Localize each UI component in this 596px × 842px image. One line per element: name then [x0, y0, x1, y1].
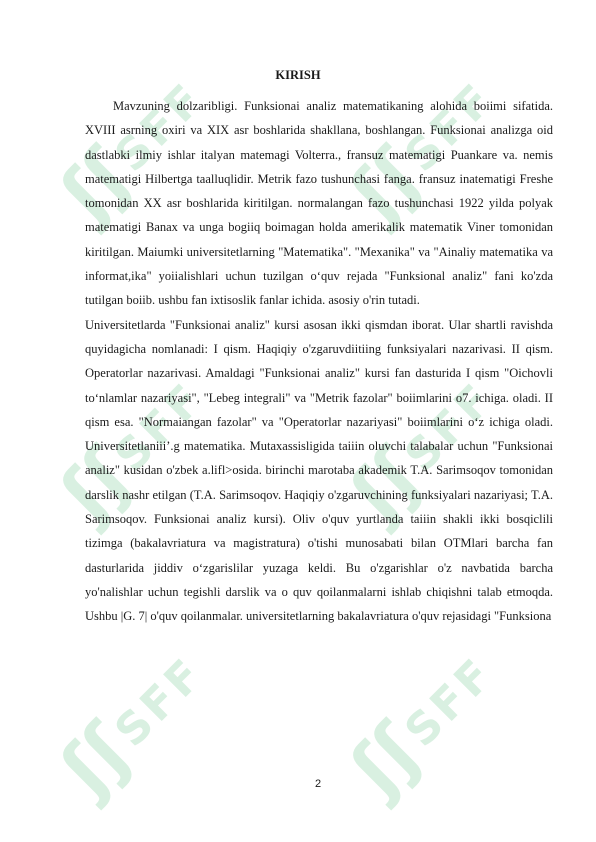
- watermark-logo: [319, 629, 531, 841]
- page-number: 2: [314, 778, 322, 790]
- watermark-mark: ʃʃ: [334, 133, 437, 235]
- watermark-logo: [29, 629, 241, 841]
- watermark-word: SFF: [395, 72, 505, 182]
- watermark-word: SFF: [395, 372, 505, 482]
- paragraph: Mavzuning dolzaribligi. Funksionai analiz matematikaning alohida boiimi sifatida. XVIII asrning oxiri va XIX asr boshlarida shakllana, boshlangan. Funksionai analizga oid dastlabki ilmiy ishlar italyan matemagi Volterra., fransuz matematigi Puankare va. nemis matematigi Hilbertga taalluqlidir. Metrik fazo tushunchasi fanga. fransuz inatematigi Freshe tomonidan XX asr boshlarida kiritilgan. normalangan fazo tushunchasi 1922 yilda polyak matematigi Banax va unga bogiiq boimagan holda amerikalik matematik Viner tomonidan kiritilgan. Maiumki universitetlarning "Matematika". "Mexanika" va "Ainaliy matematika va informat,ika" yoiialishlari uchun tuzilgan o‘quv rejada "Funksional analiz" fani ko'zda tutilgan boiib. ushbu fan ixtisoslik fanlar ichida. asosiy o'rin tutadi.: [85, 99, 553, 308]
- watermark-word: SFF: [105, 72, 215, 182]
- watermark-mark: ʃʃ: [44, 133, 147, 235]
- page-title: KIRISH: [275, 68, 321, 82]
- paragraph: Universitetlarda "Funksionai analiz" kursi asosan ikki qismdan iborat. Ular shartli ravishda quyidagicha nomlanadi: I qism. Haqiqiy o'zgaruvdiitiing funksiyalari nazarivasi. II qism. Operatorlar nazarivasi. Amaldagi "Funksionai analiz" kursi fan dasturida I qism "Oichovli to‘nlamlar nazariyasi", "Lebeg integrali" va "Metrik fazolar" boiimlarini o7. ichiga. oladi. II qism esa. "Normaiangan fazolar" va "Operatorlar nazariyasi" boiimlarini o‘z ichiga oladi. Universitetlaniii’.g matematika. Mutaxassisligida taiiin oluvchi talabalar uchun "Funksionai analiz" kusidan o'zbek a.lifl>osida. birinchi marotaba akademik T.A. Sarimsoqov tomonidan darslik nashr etilgan (T.A. Sarimsoqov. Haqiqiy o'zgaruvchining funksiyalari nazariyasi; T.A. Sarimsoqov. Funksionai analiz kursi). Oliv o'quv yurtlanda taiiin shakli ikki bosqiclili tizimga (bakalavriatura va magistratura) o'tishi munosabati bilan OTMlari barcha fan dasturlarida jiddiv o‘zgarislilar yuzaga keldi. Bu o'zgarishlar o'z navbatida barcha yo'nalishlar uchun tegishli darslik va o quv qoilanmalarni ishlab chiqishni talab etmoqda. Ushbu |G. 7| o'quv qoilanmalar. universitetlarning bakalavriatura o'quv rejasidagi "Funksiona: [85, 317, 553, 624]
- watermark-word: SFF: [395, 647, 505, 757]
- watermark-mark: ʃʃ: [44, 433, 147, 535]
- watermark-mark: ʃʃ: [44, 708, 147, 810]
- watermark-mark: ʃʃ: [334, 433, 437, 535]
- watermark-mark: ʃʃ: [334, 708, 437, 810]
- body-text: [85, 94, 553, 629]
- watermark-word: SFF: [105, 647, 215, 757]
- watermark-word: SFF: [105, 372, 215, 482]
